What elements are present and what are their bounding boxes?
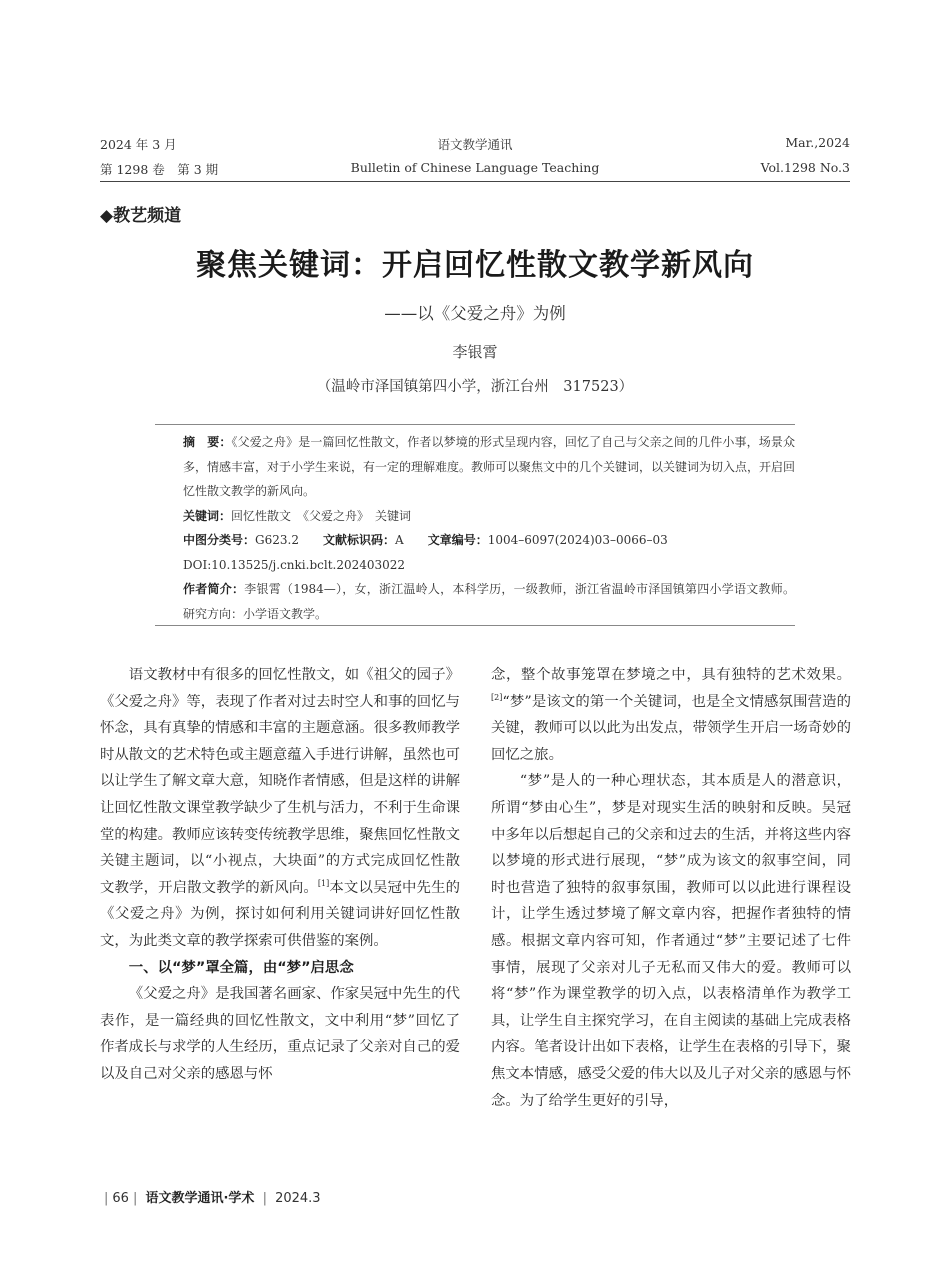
author-name: 李银霄 [452, 343, 498, 361]
abstract-text: 《父爱之舟》是一篇回忆性散文，作者以梦境的形式呈现内容，回忆了自己与父亲之间的几件小事，场景众多，情感丰富，对于小学生来说，有一定的理解难度。教师可以聚焦文中的几个关键词，以关键词为切入点，开启回忆性散文教学的新风向。 [183, 435, 796, 498]
keywords-label: 关键词： [183, 508, 232, 523]
clc-label: 中图分类号： [183, 533, 256, 547]
header-volume-en: Vol.1298 No.3 [760, 160, 850, 175]
body-paragraph: 《父爱之舟》是我国著名画家、作家吴冠中先生的代表作，是一篇经典的回忆性散文，文中利用“梦”回忆了作者成长与求学的人生经历，重点记录了父亲对自己的爱以及自己对父亲的感恩与怀 [100, 986, 460, 1082]
doc-code-label: 文献标识码： [322, 533, 395, 547]
bio-label: 作者简介： [183, 582, 245, 596]
body-text: 本文以吴冠中先生的《父爱之舟》为例，探讨如何利用关键词讲好回忆性散文，为此类文章的教学探索可供借鉴的案例。 [100, 879, 460, 949]
body-left-column [100, 662, 460, 1088]
abstract-paragraph [155, 430, 795, 504]
abstract-rule-top [155, 424, 795, 425]
keywords-text: 回忆性散文 《父爱之舟》 关键词 [231, 508, 412, 523]
citation-ref: [1] [317, 878, 330, 888]
author-affiliation: （温岭市泽国镇第四小学，浙江台州 317523） [316, 379, 634, 395]
classification-line [155, 528, 795, 553]
header-date-en: Mar.,2024 [785, 135, 850, 150]
clc-text: G623.2 [255, 533, 311, 547]
article-subtitle: ——以《父爱之舟》为例 [384, 304, 566, 323]
body-paragraph [100, 662, 460, 955]
header-rule [100, 181, 850, 182]
page-footer: | 66 | 语文教学通讯·学术 | 2024.3 [104, 1191, 321, 1206]
footer-journal: 语文教学通讯·学术 [145, 1191, 255, 1206]
abstract-label: 摘 要： [183, 435, 232, 449]
article-title: 聚焦关键词：开启回忆性散文教学新风向 [196, 248, 754, 283]
body-text: 语文教材中有很多的回忆性散文，如《祖父的园子》《父爱之舟》等，表现了作者对过去时空人和事的回忆与怀念，具有真挚的情感和丰富的主题意涵。很多教师教学时从散文的艺术特色或主题意蕴入手进行讲解，虽然也可以让学生了解文章大意，知晓作者情感，但是这样的讲解让回忆性散文课堂教学缺少了生机与活力，不利于生命课堂的构建。教师应该转变传统教学思维，聚焦回忆性散文关键主题词，以“小视点，大块面”的方式完成回忆性散文教学，开启散文教学的新风向。 [100, 667, 460, 896]
header-journal-en: Bulletin of Chinese Language Teaching [350, 160, 600, 175]
section-heading: 一、以“梦”罩全篇，由“梦”启思念 [128, 959, 354, 976]
footer-issue: 2024.3 [275, 1191, 321, 1206]
header-journal-cn: 语文教学通讯 [437, 137, 513, 152]
body-paragraph: “梦”是人的一种心理状态，其本质是人的潜意识，所谓“梦由心生”，梦是对现实生活的映射和反映。吴冠中多年以后想起自己的父亲和过去的生活，并将这些内容以梦境的形式进行展现，“梦”成为该文的叙事空间，同时也营造了独特的叙事氛围，教师可以以此进行课程设计，让学生透过梦境了解文章内容，把握作者独特的情感。根据文章内容可知，作者通过“梦”主要记述了七件事情，展现了父亲对儿子无私而又伟大的爱。教师可以将“梦”作为课堂教学的切入点，以表格清单作为教学工具，让学生自主探究学习，在自主阅读的基础上完成表格内容。笔者设计出如下表格，让学生在表格的引导下，聚焦文本情感，感受父爱的伟大以及儿子对父亲的感恩与怀念。为了给学生更好的引导， [491, 773, 851, 1109]
abstract-block [155, 430, 795, 626]
body-text: 念，整个故事笼罩在梦境之中，具有独特的艺术效果。 [491, 667, 851, 683]
abstract-rule-bottom [155, 625, 795, 626]
doc-code-text: A [395, 533, 416, 547]
body-right-column [491, 662, 851, 1114]
header-volume-cn: 第 1298 卷 第 3 期 [100, 162, 219, 177]
keywords-line [155, 504, 795, 529]
article-no-text: 1004–6097(2024)03–0066–03 [487, 533, 668, 547]
page-number: 66 [112, 1191, 129, 1206]
section-tag: ◆教艺频道 [100, 206, 182, 226]
citation-ref: [2] [491, 692, 503, 702]
author-bio [155, 577, 795, 626]
body-paragraph [491, 662, 851, 768]
body-text: “梦”是该文的第一个关键词，也是全文情感氛围营造的关键，教师可以以此为出发点，带领学生开启一场奇妙的回忆之旅。 [491, 693, 851, 763]
bio-text: 李银霄（1984—），女，浙江温岭人，本科学历，一级教师，浙江省温岭市泽国镇第四小学语文教师。研究方向：小学语文教学。 [183, 582, 795, 621]
header-date-cn: 2024 年 3 月 [100, 137, 177, 152]
doi-line: DOI:10.13525/j.cnki.bclt.202403022 [183, 557, 406, 572]
article-no-label: 文章编号： [427, 533, 488, 547]
